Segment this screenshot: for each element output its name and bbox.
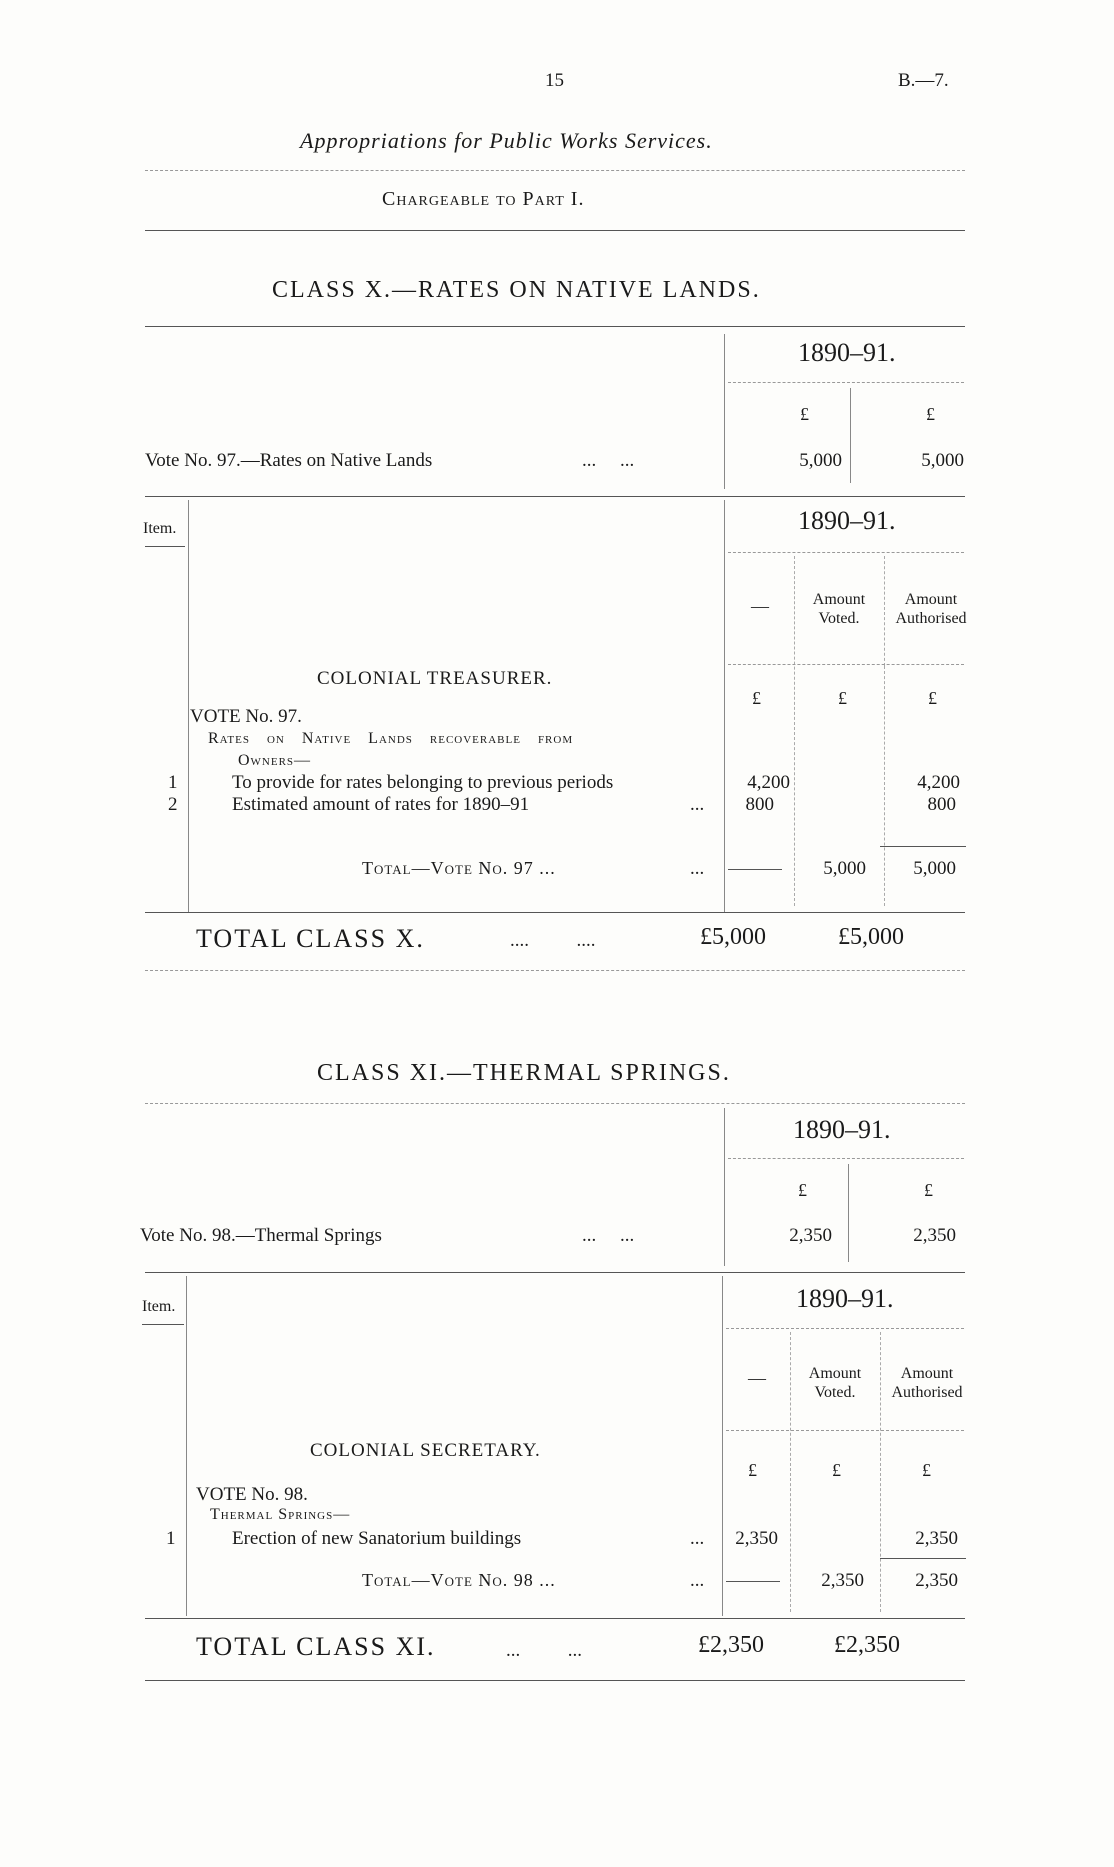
leader-dots: ... ... bbox=[582, 450, 635, 471]
summary-value-authorised: 5,000 bbox=[921, 450, 964, 471]
item-column-rule bbox=[186, 1276, 187, 1616]
divider bbox=[145, 1680, 965, 1681]
item-authorised: 800 bbox=[927, 794, 956, 815]
vote-total-voted: 2,350 bbox=[821, 1570, 864, 1591]
item-column-header: Item. bbox=[142, 1298, 176, 1315]
detail-year: 1890–91. bbox=[798, 506, 896, 535]
pound-sign: £ bbox=[928, 688, 937, 708]
divider bbox=[145, 1618, 965, 1619]
divider bbox=[145, 230, 965, 231]
dash-column-header: — bbox=[751, 596, 769, 616]
class-total-authorised: £5,000 bbox=[838, 924, 904, 950]
divider bbox=[145, 170, 965, 171]
class-x-heading: CLASS X.—RATES ON NATIVE LANDS. bbox=[272, 277, 761, 303]
item-number: 1 bbox=[168, 772, 178, 793]
dash-rule bbox=[728, 869, 782, 870]
department-heading: COLONIAL SECRETARY. bbox=[310, 1440, 541, 1461]
divider bbox=[728, 382, 964, 383]
amount-authorised-header: Amount Authorised bbox=[891, 1365, 963, 1401]
sum-rule bbox=[880, 846, 966, 847]
item-column-header: Item. bbox=[143, 520, 177, 537]
column-rule bbox=[794, 556, 795, 906]
class-xi-heading: CLASS XI.—THERMAL SPRINGS. bbox=[317, 1060, 731, 1086]
dash-rule bbox=[726, 1581, 780, 1582]
divider bbox=[145, 1272, 965, 1273]
item-description: To provide for rates belonging to previous periods bbox=[232, 772, 614, 793]
summary-value-authorised: 2,350 bbox=[913, 1225, 956, 1246]
divider bbox=[142, 1324, 184, 1325]
pound-sign: £ bbox=[798, 1180, 807, 1200]
pound-sign: £ bbox=[926, 404, 935, 424]
amount-voted-header: Amount Voted. bbox=[808, 1365, 862, 1401]
item-amount: 4,200 bbox=[747, 772, 790, 793]
item-description: Erection of new Sanatorium buildings bbox=[232, 1528, 522, 1549]
page-reference: B.—7. bbox=[898, 70, 949, 91]
divider bbox=[145, 970, 965, 971]
divider bbox=[145, 546, 185, 547]
vote-total-voted: 5,000 bbox=[823, 858, 866, 879]
page-title: Appropriations for Public Works Services. bbox=[300, 128, 713, 153]
divider bbox=[145, 326, 965, 327]
class-total-label: TOTAL CLASS XI. bbox=[196, 1632, 436, 1661]
pound-sign: £ bbox=[924, 1180, 933, 1200]
page-number: 15 bbox=[545, 70, 564, 91]
item-column-rule bbox=[188, 500, 189, 912]
summary-value-voted: 2,350 bbox=[789, 1225, 832, 1246]
column-rule bbox=[724, 334, 725, 489]
item-number: 1 bbox=[166, 1528, 176, 1549]
leader-dots: ... bbox=[690, 794, 705, 815]
divider bbox=[726, 1430, 964, 1431]
leader-dots: ... bbox=[690, 1570, 705, 1591]
column-rule bbox=[848, 1164, 849, 1262]
summary-value-voted: 5,000 bbox=[799, 450, 842, 471]
pound-sign: £ bbox=[832, 1460, 841, 1480]
sub-heading: Thermal Springs— bbox=[210, 1506, 351, 1523]
vote-summary-label: Vote No. 97.—Rates on Native Lands bbox=[145, 450, 433, 471]
leader-dots: ... ... bbox=[506, 1640, 582, 1661]
divider bbox=[728, 664, 964, 665]
divider bbox=[728, 552, 964, 553]
class-total-voted: £5,000 bbox=[700, 924, 766, 950]
column-rule bbox=[724, 500, 725, 912]
leader-dots: ... bbox=[690, 858, 705, 879]
summary-year: 1890–91. bbox=[798, 338, 896, 367]
divider bbox=[728, 1158, 964, 1159]
vote-number: VOTE No. 98. bbox=[196, 1484, 308, 1505]
item-amount: 800 bbox=[745, 794, 774, 815]
item-number: 2 bbox=[168, 794, 178, 815]
vote-total-authorised: 2,350 bbox=[915, 1570, 958, 1591]
pound-sign: £ bbox=[752, 688, 761, 708]
pound-sign: £ bbox=[800, 404, 809, 424]
department-heading: COLONIAL TREASURER. bbox=[317, 668, 553, 689]
class-total-authorised: £2,350 bbox=[834, 1632, 900, 1658]
class-total-label: TOTAL CLASS X. bbox=[196, 924, 425, 953]
leader-dots: ... bbox=[690, 1528, 705, 1549]
vote-total-authorised: 5,000 bbox=[913, 858, 956, 879]
leader-dots: ... ... bbox=[582, 1225, 635, 1246]
column-rule bbox=[722, 1276, 723, 1616]
divider bbox=[726, 1328, 964, 1329]
pound-sign: £ bbox=[922, 1460, 931, 1480]
vote-number: VOTE No. 97. bbox=[190, 706, 302, 727]
leader-dots: .... .... bbox=[510, 930, 596, 951]
dash-column-header: — bbox=[748, 1368, 766, 1388]
divider bbox=[145, 496, 965, 497]
column-rule bbox=[850, 388, 851, 483]
amount-authorised-header: Amount Authorised bbox=[895, 591, 967, 627]
column-rule bbox=[724, 1108, 725, 1266]
sum-rule bbox=[880, 1558, 966, 1559]
pound-sign: £ bbox=[748, 1460, 757, 1480]
item-authorised: 4,200 bbox=[917, 772, 960, 793]
vote-total-label: Total—Vote No. 97 ... bbox=[362, 858, 556, 878]
class-total-voted: £2,350 bbox=[698, 1632, 764, 1658]
sub-heading: Owners— bbox=[238, 752, 312, 769]
vote-summary-label: Vote No. 98.—Thermal Springs bbox=[140, 1225, 382, 1246]
amount-voted-header: Amount Voted. bbox=[812, 591, 866, 627]
page-subtitle: Chargeable to Part I. bbox=[382, 188, 585, 210]
item-description: Estimated amount of rates for 1890–91 bbox=[232, 794, 530, 815]
pound-sign: £ bbox=[838, 688, 847, 708]
column-rule bbox=[790, 1332, 791, 1612]
sub-heading: Rates on Native Lands recoverable from bbox=[208, 730, 574, 747]
detail-year: 1890–91. bbox=[796, 1284, 894, 1313]
item-amount: 2,350 bbox=[735, 1528, 778, 1549]
divider bbox=[145, 1103, 965, 1104]
divider bbox=[145, 912, 965, 913]
summary-year: 1890–91. bbox=[793, 1115, 891, 1144]
vote-total-label: Total—Vote No. 98 ... bbox=[362, 1570, 556, 1590]
item-authorised: 2,350 bbox=[915, 1528, 958, 1549]
